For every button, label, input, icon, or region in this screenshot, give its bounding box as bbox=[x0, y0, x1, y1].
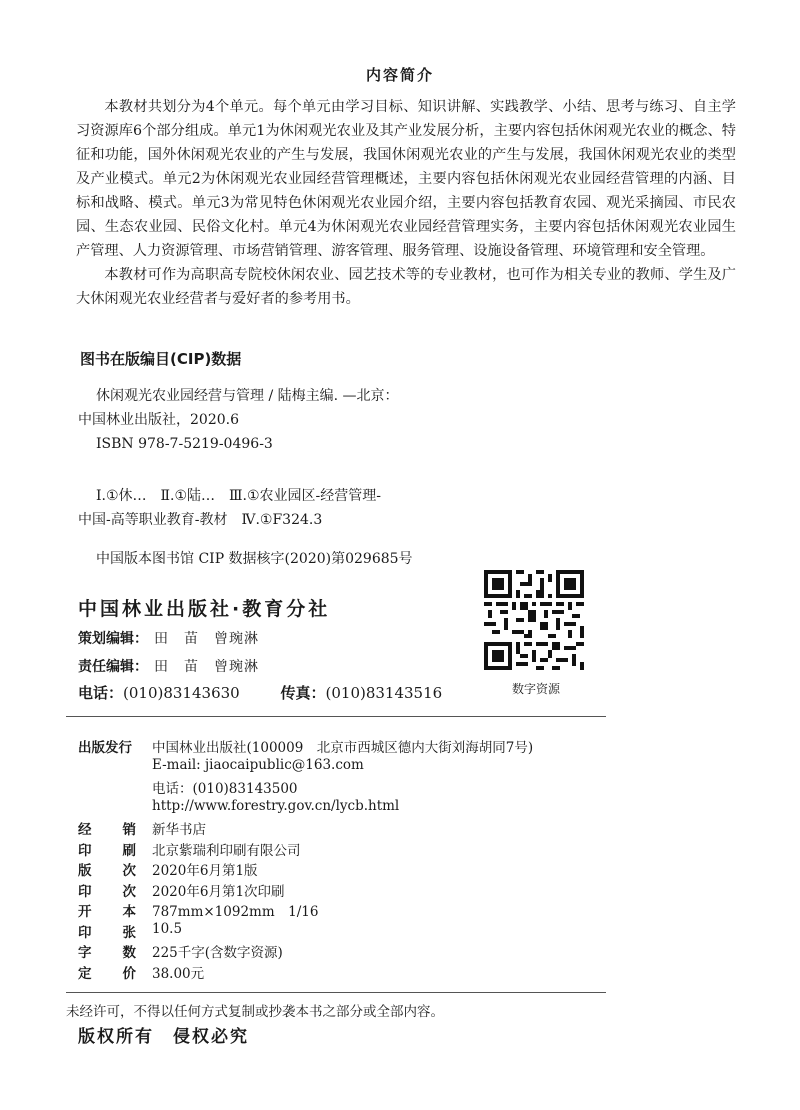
qr-code-icon[interactable] bbox=[484, 570, 584, 670]
intro-paragraph-1: 本教材共划分为4个单元。每个单元由学习目标、知识讲解、实践教学、小结、思考与练习、自主学习资源库6个部分组成。单元1为休闲观光农业及其产业发展分析，主要内容包括休闲观光农业的概念、特征和功能，国外休闲观光农业的产生与发展，我国休闲观光农业的产生与发展，我国休闲观光农业的类型及产业模式。单元2为休闲观光农业园经营管理概述，主要内容包括休闲观光农业园经营管理的内涵、目标和战略、模式。单元3为常见特色休闲观光农业园介绍，主要内容包括教育农园、观光采摘园、市民农园、生态农业园、民俗文化村。单元4为休闲观光农业园经营管理实务，主要内容包括休闲观光农业园生产管理、人力资源管理、市场营销管理、游客管理、服务管理、设施设备管理、环境管理和安全管理。 bbox=[76, 99, 736, 259]
row-label-char: 次 bbox=[122, 883, 136, 900]
row-label-char: 本 bbox=[122, 904, 136, 920]
row-value: 新华书店 bbox=[152, 822, 206, 838]
row-label-char: 版 bbox=[78, 863, 92, 879]
row-label bbox=[78, 818, 136, 838]
responsible-editor-label: 责任编辑： bbox=[78, 659, 148, 675]
intro-paragraph-2: 本教材可作为高职高专院校休闲农业、园艺技术等的专业教材，也可作为相关专业的教师、学生及广大休闲观光农业经营者与爱好者的参考用书。 bbox=[76, 267, 736, 307]
divider-bottom bbox=[66, 992, 606, 993]
row-label-char: 开 bbox=[78, 904, 92, 920]
responsible-editor bbox=[78, 656, 259, 676]
issue-label: 出版发行 bbox=[78, 740, 132, 756]
cip-verify-line: 中国版本图书馆 CIP 数据核字(2020)第029685号 bbox=[96, 551, 413, 567]
copy-notice: 未经许可，不得以任何方式复制或抄袭本书之部分或全部内容。 bbox=[66, 1004, 444, 1020]
row-value: 北京紫瑞利印刷有限公司 bbox=[152, 842, 301, 859]
row-label bbox=[78, 880, 136, 900]
row-label-char: 张 bbox=[122, 924, 136, 941]
row-value: 2020年6月第1版 bbox=[152, 863, 258, 879]
cip-class-line-1: Ⅰ.①休… Ⅱ.①陆… Ⅲ.①农业园区-经营管理- bbox=[96, 488, 382, 504]
cip-verify bbox=[78, 547, 413, 571]
row-label bbox=[78, 962, 136, 982]
row-label-char: 印 bbox=[78, 842, 92, 859]
page-title: 内容简介 bbox=[365, 66, 434, 84]
fax-label: 传真： bbox=[280, 684, 326, 702]
url-value: http://www.forestry.gov.cn/lycb.html bbox=[152, 797, 400, 814]
cip-record bbox=[78, 384, 399, 456]
phone-label: 电话： bbox=[78, 684, 124, 702]
intro-section bbox=[76, 95, 736, 311]
row-label-char: 数 bbox=[122, 945, 136, 961]
row-value: 10.5 bbox=[152, 920, 183, 937]
qr-caption: 数字资源 bbox=[511, 682, 560, 696]
row-label-char: 字 bbox=[78, 945, 92, 961]
tel-value: 电话：(010)83143500 bbox=[152, 781, 298, 797]
fax-number: (010)83143516 bbox=[325, 684, 443, 702]
row-label bbox=[78, 839, 136, 859]
divider-top bbox=[66, 716, 606, 717]
row-value: 2020年6月第1次印刷 bbox=[152, 883, 285, 900]
row-label-char: 印 bbox=[78, 883, 92, 900]
planning-editor bbox=[78, 628, 259, 648]
planning-editor-names: 田 苗 曾琬淋 bbox=[154, 631, 259, 647]
phone-number: (010)83143630 bbox=[123, 684, 240, 702]
cip-class-line-2: 中国-高等职业教育-教材 Ⅳ.①F324.3 bbox=[78, 512, 323, 528]
row-label-char: 刷 bbox=[122, 842, 136, 859]
email-value: E-mail: jiaocaipublic@163.com bbox=[152, 756, 364, 773]
row-value: 225千字(含数字资源) bbox=[152, 945, 283, 961]
row-label-char: 次 bbox=[122, 863, 136, 879]
planning-editor-label: 策划编辑： bbox=[78, 631, 148, 647]
row-label-char: 经 bbox=[78, 822, 92, 838]
row-label-char: 销 bbox=[122, 822, 136, 838]
row-label bbox=[78, 941, 136, 961]
row-label bbox=[78, 921, 136, 941]
responsible-editor-names: 田 苗 曾琬淋 bbox=[154, 659, 259, 675]
cip-title-line: 休闲观光农业园经营与管理 / 陆梅主编. —北京： bbox=[96, 388, 399, 404]
cip-heading: 图书在版编目(CIP)数据 bbox=[80, 350, 242, 368]
issue-value: 中国林业出版社(100009 北京市西城区德内大街刘海胡同7号) bbox=[152, 740, 534, 756]
row-label bbox=[78, 900, 136, 920]
cip-isbn: ISBN 978-7-5219-0496-3 bbox=[96, 436, 273, 452]
row-label bbox=[78, 859, 136, 879]
row-value: 787mm×1092mm 1/16 bbox=[152, 904, 319, 920]
publisher-name: 中国林业出版社·教育分社 bbox=[78, 598, 331, 620]
cip-classification bbox=[78, 484, 381, 532]
row-label-char: 印 bbox=[78, 924, 92, 941]
rights-statement: 版权所有 侵权必究 bbox=[78, 1027, 249, 1047]
row-value: 38.00元 bbox=[152, 965, 205, 982]
contact-row bbox=[78, 682, 442, 703]
row-label-char: 价 bbox=[122, 965, 136, 982]
cip-publisher-line: 中国林业出版社，2020.6 bbox=[78, 412, 239, 428]
row-label-char: 定 bbox=[78, 965, 92, 982]
